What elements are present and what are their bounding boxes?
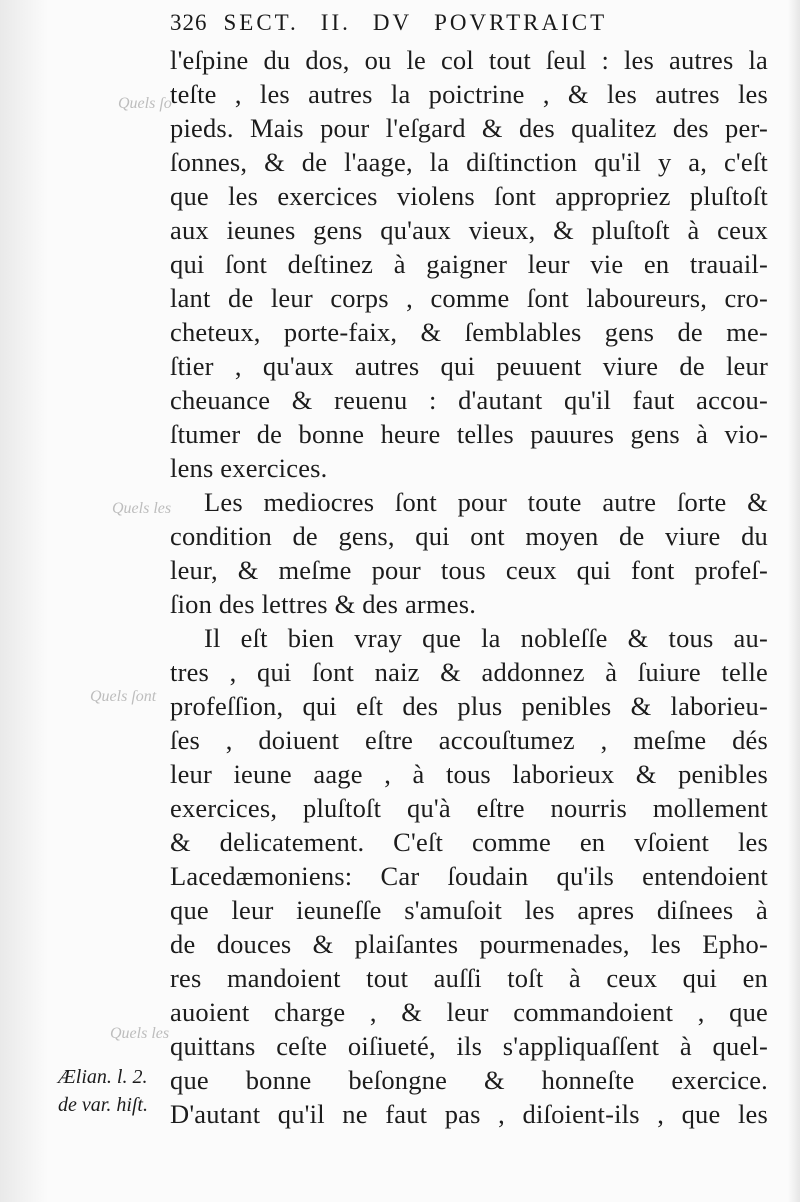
bleed-through-text: Quels ſont [90, 688, 157, 705]
text-line: D'autant qu'il ne faut pas , diſoient-ils , que les [170, 1099, 768, 1129]
text-line: leur ieune aage , à tous laborieux & penibles [170, 759, 768, 789]
text-line: de douces & plaiſantes pourmenades, les Epho- [170, 929, 768, 959]
header-word: II. [320, 10, 351, 35]
text-line: cheuance & reuenu : d'autant qu'il faut accou- [170, 385, 768, 415]
text-line: ſion des lettres & des armes. [170, 589, 477, 619]
text-line: res mandoient tout auſſi toſt à ceux qui en [170, 963, 768, 993]
text-line: Lacedæmoniens: Car ſoudain qu'ils entendoient [170, 861, 768, 891]
text-line: que bonne beſongne & honneſte exercice. [170, 1065, 768, 1095]
text-line: condition de gens, qui ont moyen de viure du [170, 521, 768, 551]
text-line: auoient charge , & leur commandoient , que [170, 997, 768, 1027]
page-gutter-shadow [0, 0, 48, 1202]
text-line: pieds. Mais pour l'eſgard & des qualitez des per- [170, 113, 768, 143]
text-line: cheteux, porte-faix, & ſemblables gens de me- [170, 317, 768, 347]
text-line: ſes , doiuent eſtre accouſtumez , meſme dés [170, 725, 768, 755]
body-text [170, 43, 768, 1131]
text-line: ſtumer de bonne heure telles pauures gens à vio- [170, 419, 768, 449]
margin-citation-line: Ælian. l. 2. [58, 1066, 148, 1088]
header-word: DV [372, 10, 413, 35]
margin-citation-line: de var. hiſt. [58, 1094, 148, 1116]
text-line: que les exercices violens ſont appropriez pluſtoſt [170, 181, 768, 211]
text-line: ſtier , qu'aux autres qui peuuent viure de leur [170, 351, 768, 381]
paragraph-first-line: Les mediocres ſont pour toute autre ſorte & [204, 487, 768, 517]
text-line: leur, & meſme pour tous ceux qui font profeſ- [170, 555, 768, 585]
text-line: que leur ieuneſſe s'amuſoit les apres diſnees à [170, 895, 768, 925]
text-line: quittans ceſte oiſiueté, ils s'appliquaſſent à quel- [170, 1031, 768, 1061]
bleed-through-text: Quels les [110, 1025, 170, 1042]
text-line: tres , qui ſont naiz & addonnez à ſuiure telle [170, 657, 768, 687]
text-line: teſte , les autres la poictrine , & les autres les [170, 79, 768, 109]
text-line: lens exercices. [170, 453, 328, 483]
text-line: l'eſpine du dos, ou le col tout ſeul : les autres la [170, 45, 768, 75]
margin-citation [58, 1063, 148, 1119]
text-line: profeſſion, qui eſt des plus penibles & laborieu- [170, 691, 768, 721]
header-word: POVRTRAICT [434, 10, 608, 35]
bleed-through-text: Quels les [112, 500, 172, 517]
text-line: qui ſont deſtinez à gaigner leur vie en trauail- [170, 249, 768, 279]
text-line: exercices, pluſtoſt qu'à eſtre nourris mollement [170, 793, 768, 823]
text-line: ſonnes, & de l'aage, la diſtinction qu'il y a, c'eſt [170, 147, 768, 177]
bleed-through-text: Quels ſo [118, 95, 172, 112]
header-word: SECT. [223, 10, 299, 35]
page-edge-shadow [788, 0, 800, 1202]
paragraph-first-line: Il eſt bien vray que la nobleſſe & tous au- [204, 623, 768, 653]
text-line: & delicatement. C'eſt comme en vſoient les [170, 827, 768, 857]
text-line: aux ieunes gens qu'aux vieux, & pluſtoſt à ceux [170, 215, 768, 245]
text-line: lant de leur corps , comme ſont laboureurs, cro- [170, 283, 768, 313]
page-number: 326 [170, 10, 208, 35]
